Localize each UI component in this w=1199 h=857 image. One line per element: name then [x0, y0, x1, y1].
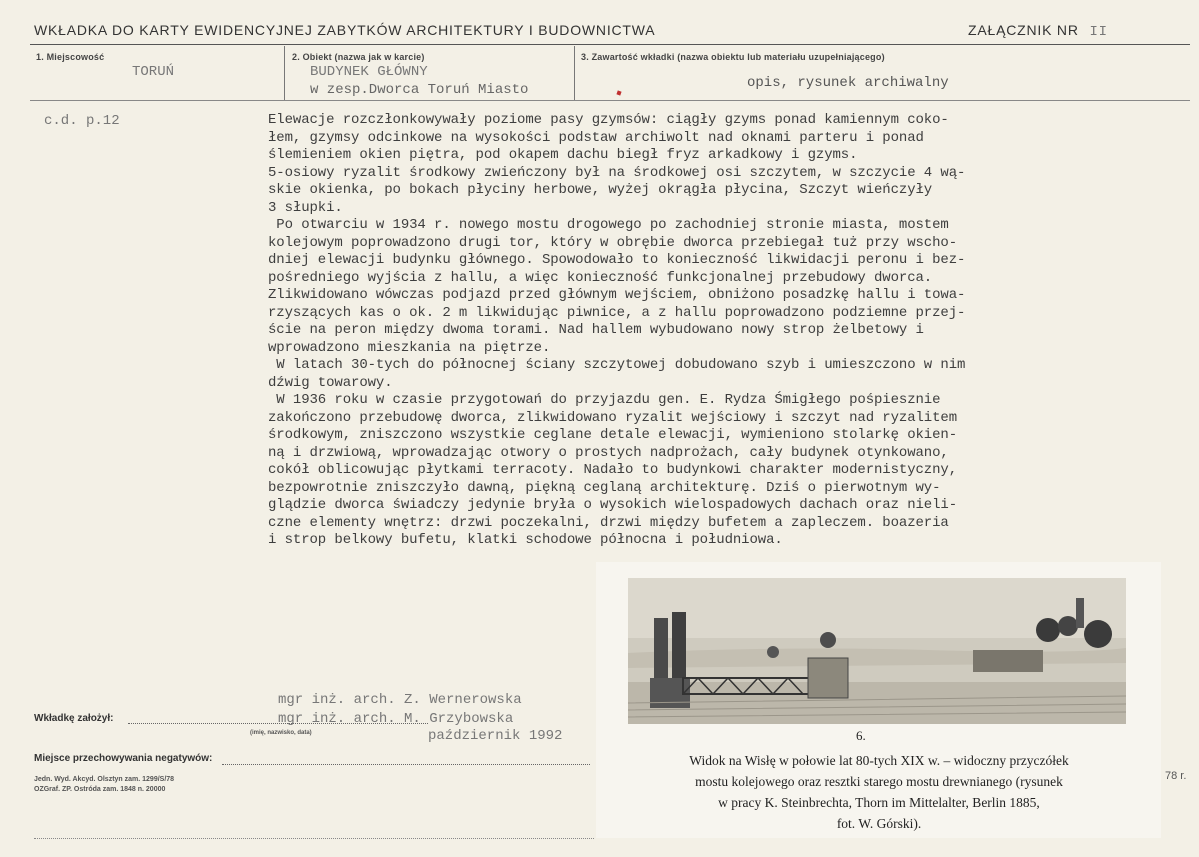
contents-label: 3. Zawartość wkładki (nazwa obiektu lub materiału uzupełniającego): [581, 52, 885, 62]
caption-line: mostu kolejowego oraz resztki starego mostu drewnianego (rysunek: [695, 774, 1063, 789]
text-line: Po otwarciu w 1934 r. nowego mostu drogowego po zachodniej stronie miasta, mostem: [268, 217, 949, 233]
text-line: ślemieniem okien piętra, pod okapem dachu biegł fryz arkadkowy i gzyms.: [268, 147, 858, 163]
annex-label: [968, 22, 1108, 40]
locality-label: 1. Miejscowość: [36, 52, 105, 62]
contents-value: opis, rysunek archiwalny: [747, 75, 949, 91]
text-line: W 1936 roku w czasie przygotowań do przyjazdu gen. E. Rydza Śmigłego pośpiesznie: [268, 392, 941, 408]
caption-line: fot. W. Górski).: [836, 816, 922, 831]
card-title: WKŁADKA DO KARTY EWIDENCYJNEJ ZABYTKÓW ARCHITEKTURY I BUDOWNICTWA: [34, 22, 656, 38]
top-rule: [30, 44, 1190, 45]
object-value-line2: w zesp.Dworca Toruń Miasto: [310, 82, 529, 98]
continuation-note: c.d. p.12: [44, 113, 120, 129]
fields-bottom-rule: [30, 100, 1190, 101]
text-line: 5-osiowy ryzalit środkowy zwieńczony był na środkowej osi szczytem, w szczycie 4 wą-: [268, 164, 966, 181]
text-line: bezpowrotnie zniszczyło dawną, piękną ceglaną architekturę. Dziś o pierwotnym wy-: [268, 479, 941, 496]
field-divider-2: [574, 46, 575, 100]
object-value-line1: BUDYNEK GŁÓWNY: [310, 64, 428, 80]
annex-label-text: ZAŁĄCZNIK NR: [968, 22, 1079, 38]
author-line: mgr inż. arch. Z. Wernerowska: [278, 692, 522, 708]
prepared-by-dotted-line: [128, 723, 428, 724]
print-info-line1: Jedn. Wyd. Akcyd. Olsztyn zam. 1299/S/78: [34, 776, 175, 783]
text-line: ną i drzwiową, wprowadzając otwory o prostych nadprożach, cały budynek otynkowano,: [268, 444, 949, 461]
text-line: rzyszących kas o ok. 2 m likwidując piwnice, a z hallu poprowadzono podziemne przej-: [268, 304, 966, 321]
text-line: 3 słupki.: [268, 199, 343, 216]
locality-value: TORUŃ: [132, 64, 175, 80]
print-info-line2: OZGraf. ZP. Ostróda zam. 1848 n. 20000: [34, 786, 166, 793]
text-line: zakończono przebudowę dworca, zlikwidowano ryzalit wejściowy i szczyt nad ryzalitem: [268, 409, 958, 426]
photo-number: 6.: [856, 728, 866, 743]
field-divider-1: [284, 46, 285, 100]
text-line: skie okienka, po bokach płyciny herbowe, wyżej okrągła płycina, Szczyt wieńczyły: [268, 182, 933, 198]
text-line: środkowym, zniszczono wszystkie ceglane detale elewacji, wymieniono stolarkę okien-: [268, 427, 958, 443]
text-line: kolejowym poprowadzono drugi tor, który w obrębie dworca przebiegał tuż przy wscho-: [268, 234, 958, 251]
prepared-date: październik 1992: [428, 728, 563, 744]
author-line: mgr inż. arch. M. Grzybowska: [278, 711, 514, 727]
text-line: W latach 30-tych do północnej ściany szczytowej dobudowano szyb i umieszczono w nim: [268, 357, 966, 373]
caption-line: Widok na Wisłę w połowie lat 80-tych XIX w. – widoczny przyczółek: [689, 753, 1069, 768]
margin-note: 78 r.: [1165, 770, 1187, 782]
archival-drawing-image: [628, 578, 1126, 724]
negatives-label: Miejsce przechowywania negatywów:: [34, 753, 213, 764]
photo-caption: [598, 750, 1160, 834]
name-date-hint: (imię, nazwisko, data): [250, 730, 312, 736]
text-line: czne elementy wnętrz: drzwi poczekalni, drzwi między bufetem a zapleczem. boazeria: [268, 514, 949, 531]
text-line: Zlikwidowano wówczas podjazd przed głównym wejściem, obniżono posadzkę hallu i towa-: [268, 287, 966, 303]
text-line: Elewacje rozczłonkowywały poziome pasy gzymsów: ciągły gzyms ponad kamiennym coko-: [268, 112, 949, 128]
text-line: glądzie dworca świadczy jedynie bryła o wysokich wielospadowych dachach oraz nieli-: [268, 497, 958, 513]
prepared-by-label: Wkładkę założył:: [34, 713, 114, 724]
description-text: [268, 112, 1130, 550]
text-line: dźwig towarowy.: [268, 374, 393, 391]
drawing-illustration: [628, 578, 1126, 724]
text-line: pośredniego wyjścia z hallu, a więc konieczność funkcjonalnej przebudowy dworca.: [268, 269, 933, 286]
text-line: cokół oblicowując płytkami terracoty. Nadało to budynkowi charakter modernistyczny,: [268, 462, 958, 478]
negatives-dotted-line: [222, 764, 590, 765]
text-line: wprowadzono mieszkania na piętrze.: [268, 339, 551, 356]
annex-number: II: [1089, 24, 1108, 40]
red-mark: [616, 90, 621, 95]
bottom-dotted-line: [34, 838, 594, 839]
caption-line: w pracy K. Steinbrechta, Thorn im Mittelalter, Berlin 1885,: [718, 795, 1040, 810]
text-line: łem, gzymsy odcinkowe na wysokości podstaw archiwolt nad oknami parteru i ponad: [268, 129, 924, 146]
text-line: ście na peron między dwoma torami. Nad hallem wybudowano nowy strop żelbetowy i: [268, 322, 924, 338]
text-line: dniej elewacji budynku głównego. Spowodowało to konieczność likwidacji peronu i bez-: [268, 252, 966, 268]
object-label: 2. Obiekt (nazwa jak w karcie): [292, 52, 425, 62]
text-line: i strop belkowy bufetu, klatki schodowe północna i południowa.: [268, 532, 783, 548]
